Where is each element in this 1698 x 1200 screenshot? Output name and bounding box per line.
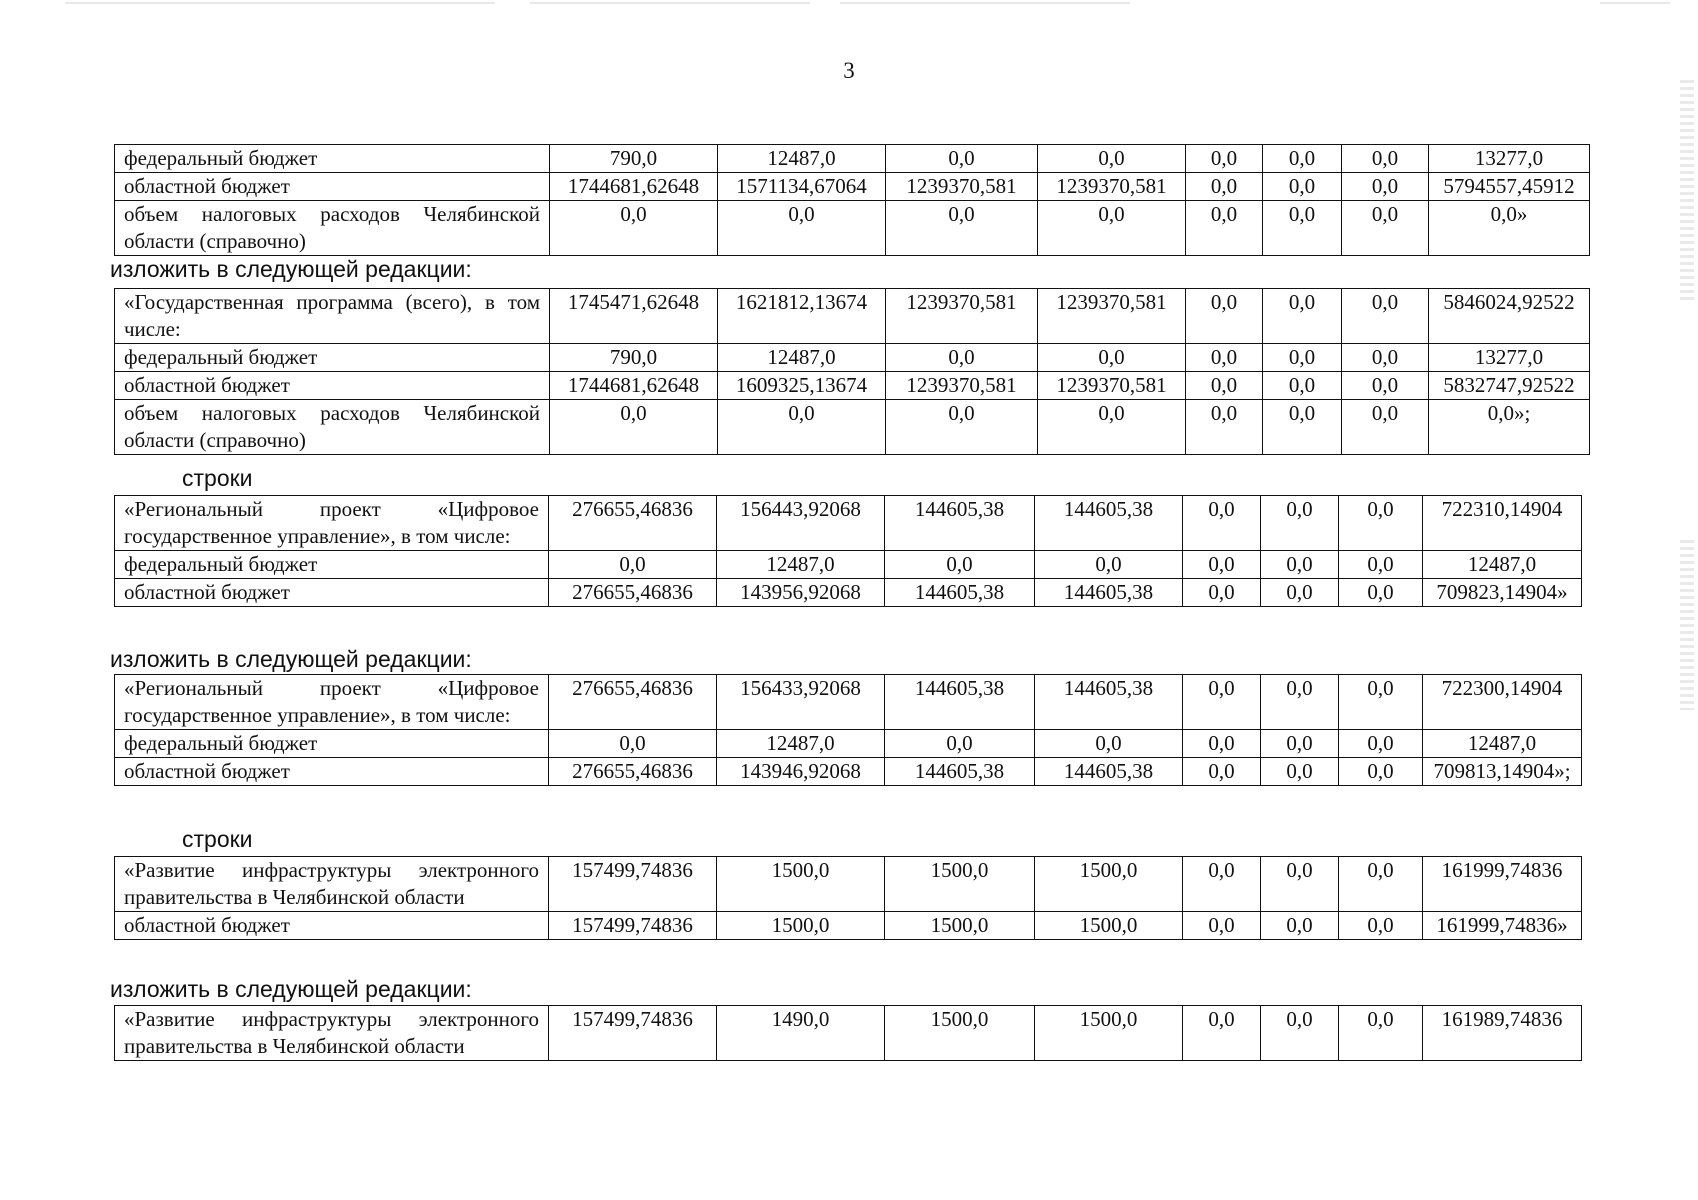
value-cell: 0,0: [1261, 675, 1339, 730]
table-row: [115, 675, 1582, 730]
value-cell: 1500,0: [885, 912, 1035, 940]
value-cell: 12487,0: [717, 730, 885, 758]
row-label: федеральный бюджет: [115, 145, 550, 173]
value-cell: 0,0: [1183, 912, 1261, 940]
value-cell: 143956,92068: [717, 579, 885, 607]
value-cell: 0,0: [1183, 551, 1261, 579]
value-cell: 0,0: [550, 400, 718, 455]
row-label: «Развитие инфраструктуры электронного правительства в Челябинской области: [115, 857, 549, 912]
scan-noise-line: [65, 2, 495, 4]
value-cell: 790,0: [550, 145, 718, 173]
value-cell: 276655,46836: [549, 496, 717, 551]
section-phrase: строки: [182, 465, 253, 491]
value-cell: 0,0: [1035, 730, 1183, 758]
scan-noise-line: [530, 2, 810, 4]
value-cell: 0,0: [1186, 201, 1263, 256]
value-cell: 157499,74836: [549, 1006, 717, 1061]
value-cell: 0,0: [1263, 201, 1342, 256]
value-cell: 1239370,581: [886, 289, 1038, 344]
value-cell: 276655,46836: [549, 579, 717, 607]
value-cell: 0,0: [1261, 551, 1339, 579]
total-cell: 161999,74836: [1423, 857, 1582, 912]
total-cell: 0,0»;: [1429, 400, 1590, 455]
value-cell: 0,0: [549, 551, 717, 579]
table-row: [115, 372, 1590, 400]
table-row: [115, 344, 1590, 372]
table-row: [115, 145, 1590, 173]
table-row: [115, 857, 1582, 912]
scan-noise-line: [840, 2, 1130, 4]
total-cell: 709813,14904»;: [1423, 758, 1582, 786]
budget-table-current: [114, 144, 1590, 256]
value-cell: 0,0: [886, 201, 1038, 256]
value-cell: 0,0: [1339, 758, 1423, 786]
table-row: [115, 758, 1582, 786]
value-cell: 0,0: [1339, 857, 1423, 912]
value-cell: 276655,46836: [549, 675, 717, 730]
value-cell: 0,0: [886, 344, 1038, 372]
value-cell: 0,0: [1261, 912, 1339, 940]
value-cell: 144605,38: [885, 758, 1035, 786]
value-cell: 1500,0: [885, 1006, 1035, 1061]
table-row: [115, 730, 1582, 758]
value-cell: 0,0: [1186, 372, 1263, 400]
value-cell: 0,0: [718, 201, 886, 256]
total-cell: 722300,14904: [1423, 675, 1582, 730]
value-cell: 1744681,62648: [550, 173, 718, 201]
value-cell: 0,0: [1183, 675, 1261, 730]
value-cell: 1500,0: [717, 857, 885, 912]
value-cell: 1609325,13674: [718, 372, 886, 400]
table-row: [115, 579, 1582, 607]
value-cell: 156433,92068: [717, 675, 885, 730]
total-cell: 5794557,45912: [1429, 173, 1590, 201]
table-row: [115, 289, 1590, 344]
value-cell: 1571134,67064: [718, 173, 886, 201]
value-cell: 0,0: [1183, 758, 1261, 786]
value-cell: 143946,92068: [717, 758, 885, 786]
row-label: областной бюджет: [115, 758, 549, 786]
value-cell: 0,0: [1183, 857, 1261, 912]
value-cell: 0,0: [1342, 372, 1429, 400]
value-cell: 1500,0: [1035, 1006, 1183, 1061]
egov-table-current: [114, 856, 1582, 940]
value-cell: 144605,38: [1035, 675, 1183, 730]
value-cell: 0,0: [886, 145, 1038, 173]
value-cell: 0,0: [1186, 145, 1263, 173]
value-cell: 0,0: [1261, 496, 1339, 551]
table-row: [115, 551, 1582, 579]
value-cell: 0,0: [1342, 201, 1429, 256]
total-cell: 13277,0: [1429, 344, 1590, 372]
value-cell: 144605,38: [885, 579, 1035, 607]
table-row: [115, 912, 1582, 940]
value-cell: 1621812,13674: [718, 289, 886, 344]
value-cell: 1500,0: [1035, 857, 1183, 912]
value-cell: 0,0: [1263, 145, 1342, 173]
regional-project-table-current: [114, 495, 1582, 607]
total-cell: 0,0»: [1429, 201, 1590, 256]
value-cell: 0,0: [1261, 758, 1339, 786]
value-cell: 157499,74836: [549, 857, 717, 912]
value-cell: 0,0: [1186, 289, 1263, 344]
instruction-phrase: изложить в следующей редакции:: [110, 646, 472, 672]
value-cell: 0,0: [1183, 496, 1261, 551]
row-label: объем налоговых расходов Челябинской области (справочно): [115, 201, 550, 256]
value-cell: 0,0: [1342, 344, 1429, 372]
value-cell: 0,0: [1339, 579, 1423, 607]
value-cell: 0,0: [1263, 344, 1342, 372]
total-cell: 161999,74836»: [1423, 912, 1582, 940]
value-cell: 0,0: [1038, 145, 1186, 173]
value-cell: 0,0: [1186, 344, 1263, 372]
value-cell: 12487,0: [718, 145, 886, 173]
row-label: «Государственная программа (всего), в том числе:: [115, 289, 550, 344]
value-cell: 0,0: [1038, 344, 1186, 372]
section-phrase: строки: [182, 826, 253, 852]
row-label: федеральный бюджет: [115, 730, 549, 758]
value-cell: 0,0: [1339, 912, 1423, 940]
value-cell: 1500,0: [885, 857, 1035, 912]
total-cell: 12487,0: [1423, 730, 1582, 758]
row-label: федеральный бюджет: [115, 551, 549, 579]
value-cell: 0,0: [1339, 496, 1423, 551]
value-cell: 276655,46836: [549, 758, 717, 786]
value-cell: 0,0: [1342, 145, 1429, 173]
regional-project-table-new: [114, 674, 1582, 786]
total-cell: 5832747,92522: [1429, 372, 1590, 400]
value-cell: 0,0: [1261, 857, 1339, 912]
scan-edge-mark: [1680, 540, 1694, 710]
value-cell: 1500,0: [1035, 912, 1183, 940]
value-cell: 0,0: [1339, 675, 1423, 730]
value-cell: 0,0: [1263, 372, 1342, 400]
table-row: [115, 496, 1582, 551]
value-cell: 12487,0: [717, 551, 885, 579]
value-cell: 1744681,62648: [550, 372, 718, 400]
scan-noise-line: [1600, 2, 1670, 4]
value-cell: 1500,0: [717, 912, 885, 940]
value-cell: 144605,38: [1035, 496, 1183, 551]
value-cell: 0,0: [1342, 289, 1429, 344]
total-cell: 722310,14904: [1423, 496, 1582, 551]
value-cell: 1239370,581: [1038, 289, 1186, 344]
value-cell: 144605,38: [1035, 579, 1183, 607]
total-cell: 12487,0: [1423, 551, 1582, 579]
row-label: областной бюджет: [115, 579, 549, 607]
value-cell: 12487,0: [718, 344, 886, 372]
value-cell: 1239370,581: [1038, 372, 1186, 400]
value-cell: 1239370,581: [886, 372, 1038, 400]
egov-table-new: [114, 1005, 1582, 1061]
value-cell: 790,0: [550, 344, 718, 372]
value-cell: 1239370,581: [1038, 173, 1186, 201]
value-cell: 0,0: [1183, 1006, 1261, 1061]
value-cell: 1745471,62648: [550, 289, 718, 344]
value-cell: 0,0: [550, 201, 718, 256]
value-cell: 0,0: [1038, 400, 1186, 455]
total-cell: 5846024,92522: [1429, 289, 1590, 344]
total-cell: 709823,14904»: [1423, 579, 1582, 607]
row-label: областной бюджет: [115, 372, 550, 400]
value-cell: 0,0: [1339, 730, 1423, 758]
value-cell: 0,0: [1263, 400, 1342, 455]
table-row: [115, 1006, 1582, 1061]
value-cell: 1239370,581: [886, 173, 1038, 201]
row-label: областной бюджет: [115, 173, 550, 201]
total-cell: 13277,0: [1429, 145, 1590, 173]
total-cell: 161989,74836: [1423, 1006, 1582, 1061]
value-cell: 0,0: [1261, 1006, 1339, 1061]
row-label: «Региональный проект «Цифровое государственное управление», в том числе:: [115, 496, 549, 551]
value-cell: 156443,92068: [717, 496, 885, 551]
row-label: федеральный бюджет: [115, 344, 550, 372]
value-cell: 0,0: [1186, 400, 1263, 455]
row-label: областной бюджет: [115, 912, 549, 940]
value-cell: 0,0: [1339, 551, 1423, 579]
instruction-phrase: изложить в следующей редакции:: [110, 256, 472, 282]
value-cell: 0,0: [885, 730, 1035, 758]
value-cell: 0,0: [1038, 201, 1186, 256]
budget-table-new: [114, 288, 1590, 455]
value-cell: 0,0: [1183, 730, 1261, 758]
value-cell: 0,0: [1339, 1006, 1423, 1061]
table-row: [115, 400, 1590, 455]
value-cell: 0,0: [718, 400, 886, 455]
value-cell: 1490,0: [717, 1006, 885, 1061]
value-cell: 0,0: [1186, 173, 1263, 201]
value-cell: 157499,74836: [549, 912, 717, 940]
value-cell: 0,0: [1261, 579, 1339, 607]
value-cell: 0,0: [1263, 173, 1342, 201]
value-cell: 0,0: [1263, 289, 1342, 344]
value-cell: 0,0: [1342, 173, 1429, 201]
value-cell: 0,0: [1342, 400, 1429, 455]
row-label: «Региональный проект «Цифровое государственное управление», в том числе:: [115, 675, 549, 730]
value-cell: 0,0: [1261, 730, 1339, 758]
value-cell: 0,0: [549, 730, 717, 758]
row-label: объем налоговых расходов Челябинской области (справочно): [115, 400, 550, 455]
table-row: [115, 173, 1590, 201]
instruction-phrase: изложить в следующей редакции:: [110, 976, 472, 1002]
row-label: «Развитие инфраструктуры электронного правительства в Челябинской области: [115, 1006, 549, 1061]
table-row: [115, 201, 1590, 256]
value-cell: 144605,38: [1035, 758, 1183, 786]
scan-edge-mark: [1680, 80, 1694, 300]
page-number: 3: [843, 58, 855, 83]
value-cell: 144605,38: [885, 675, 1035, 730]
value-cell: 0,0: [1035, 551, 1183, 579]
value-cell: 0,0: [1183, 579, 1261, 607]
value-cell: 144605,38: [885, 496, 1035, 551]
value-cell: 0,0: [885, 551, 1035, 579]
value-cell: 0,0: [886, 400, 1038, 455]
